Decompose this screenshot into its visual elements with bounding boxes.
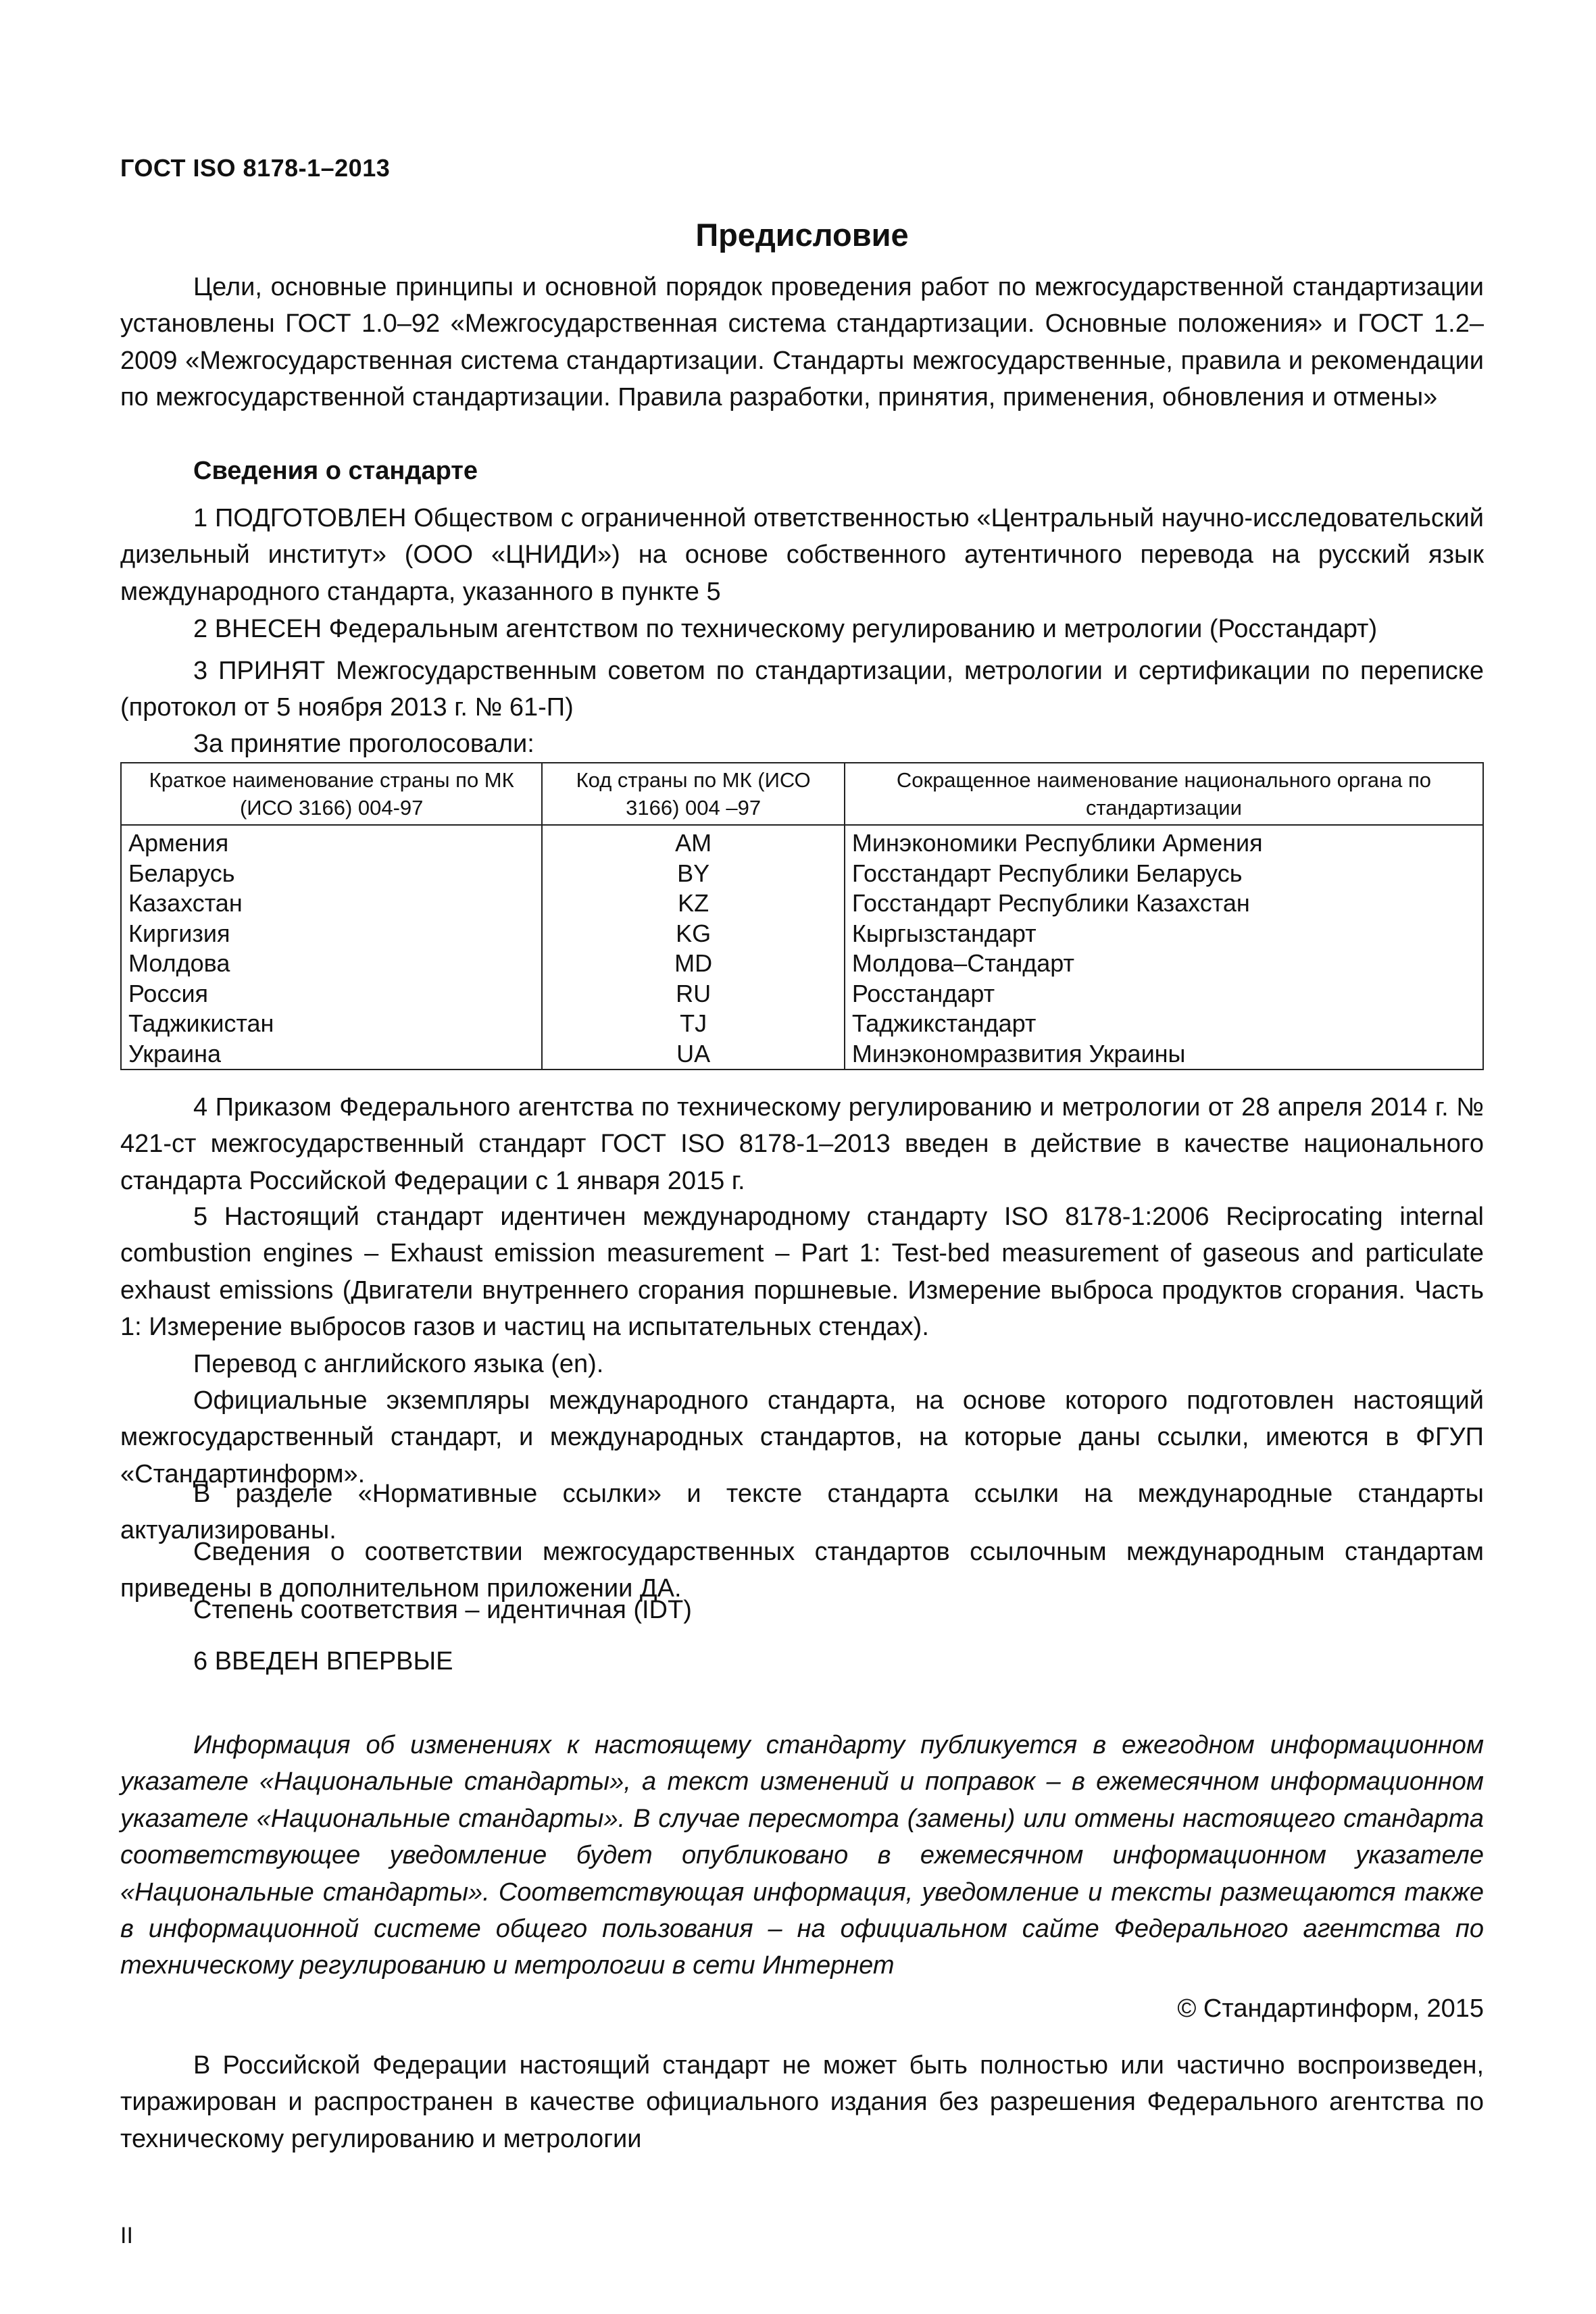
page-number: II: [120, 2223, 133, 2248]
country-cell: Молдова: [121, 949, 542, 979]
country-cell: Беларусь: [121, 859, 542, 889]
body-cell: Госстандарт Республики Беларусь: [845, 859, 1483, 889]
body-cell: Росстандарт: [845, 979, 1483, 1009]
code-cell: RU: [542, 979, 844, 1009]
code-cell: KZ: [542, 888, 844, 919]
reproduction-paragraph: В Российской Федерации настоящий стандарт не может быть полностью или частично воспроизведен, тиражирован и распространен в качестве официального издания без разрешения Федерального агентства по техническому регулированию и метрологии: [120, 2051, 1484, 2153]
official-copies-paragraph: Официальные экземпляры международного стандарта, на основе которого подготовлен настоящий межгосударственный стандарт, и международных стандартов, на которые даны ссылки, имеются в ФГУП «Стандартинформ».: [120, 1386, 1484, 1488]
table-row: [121, 1009, 1483, 1039]
body-cell: Госстандарт Республики Казахстан: [845, 888, 1483, 919]
country-cell: Казахстан: [121, 888, 542, 919]
item-4-paragraph: 4 Приказом Федерального агентства по техническому регулированию и метрологии от 28 апреля 2014 г. № 421-ст межгосударственный стандарт ГОСТ ISO 8178-1–2013 введен в действие в качестве национального стандарта Российской Федерации с 1 января 2015 г.: [120, 1093, 1484, 1195]
votes-table: [120, 762, 1484, 1070]
table-row: [121, 919, 1483, 949]
section-heading: Сведения о стандарте: [193, 457, 478, 485]
intro-paragraph: Цели, основные принципы и основной порядок проведения работ по межгосударственной стандартизации установлены ГОСТ 1.0–92 «Межгосударственная система стандартизации. Основные положения» и ГОСТ 1.2–2009 «Межгосударственная система стандартизации. Стандарты межгосударственные, правила и рекомендации по межгосударственной стандартизации. Правила разработки, принятия, применения, обновления и отмены»: [120, 273, 1484, 412]
column-header-code: Код страны по МК (ИСО 3166) 004 –97: [542, 763, 844, 825]
body-cell: Молдова–Стандарт: [845, 949, 1483, 979]
table-row: [121, 859, 1483, 889]
body-cell: Кыргызстандарт: [845, 919, 1483, 949]
item-3-paragraph: 3 ПРИНЯТ Межгосударственным советом по стандартизации, метрологии и сертификации по переписке (протокол от 5 ноября 2013 г. № 61-П): [120, 657, 1484, 722]
document-header: ГОСТ ISO 8178-1–2013: [120, 154, 391, 182]
code-cell: AM: [542, 825, 844, 859]
country-cell: Украина: [121, 1039, 542, 1070]
conformity-degree-paragraph: Степень соответствия – идентичная (IDT): [193, 1596, 692, 1624]
table-row: [121, 1039, 1483, 1070]
code-cell: UA: [542, 1039, 844, 1070]
table-row: [121, 979, 1483, 1009]
column-header-body: Сокращенное наименование национального органа по стандартизации: [845, 763, 1483, 825]
vote-intro: За принятие проголосовали:: [193, 730, 534, 758]
table-row: [121, 888, 1483, 919]
item-2-paragraph: 2 ВНЕСЕН Федеральным агентством по техническому регулированию и метрологии (Росстандарт): [193, 615, 1378, 643]
code-cell: TJ: [542, 1009, 844, 1039]
item-1-paragraph: 1 ПОДГОТОВЛЕН Обществом с ограниченной ответственностью «Центральный научно-исследовательский дизельный институт» (ООО «ЦНИДИ») на основе собственного аутентичного перевода на русский язык международного стандарта, указанного в пункте 5: [120, 504, 1484, 606]
translation-paragraph: Перевод с английского языка (en).: [193, 1350, 604, 1378]
conformity-info-paragraph: Сведения о соответствии межгосударственных стандартов ссылочным международным стандартам приведены в дополнительном приложении ДА.: [120, 1538, 1484, 1603]
country-cell: Армения: [121, 825, 542, 859]
country-cell: Россия: [121, 979, 542, 1009]
table-header-row: [121, 763, 1483, 825]
copyright-line: © Стандартинформ, 2015: [1177, 1994, 1484, 2023]
body-cell: Минэкономразвития Украины: [845, 1039, 1483, 1070]
column-header-country: Краткое наименование страны по МК (ИСО 3166) 004-97: [121, 763, 542, 825]
table-row: [121, 949, 1483, 979]
code-cell: BY: [542, 859, 844, 889]
page-title: Предисловие: [695, 217, 909, 253]
body-cell: Таджикстандарт: [845, 1009, 1483, 1039]
item-5-paragraph: 5 Настоящий стандарт идентичен международному стандарту ISO 8178-1:2006 Reciprocating internal combustion engines – Exhaust emission measurement – Part 1: Test-bed measurement of gaseous and particulate exhaust emissions (Двигатели внутреннего сгорания поршневые. Измерение выброса продуктов сгорания. Часть 1: Измерение выбросов газов и частиц на испытательных стендах).: [120, 1203, 1484, 1342]
code-cell: KG: [542, 919, 844, 949]
table-row: [121, 825, 1483, 859]
code-cell: MD: [542, 949, 844, 979]
body-cell: Минэкономики Республики Армения: [845, 825, 1483, 859]
country-cell: Киргизия: [121, 919, 542, 949]
item-6-paragraph: 6 ВВЕДЕН ВПЕРВЫЕ: [193, 1647, 453, 1676]
changes-info-paragraph: Информация об изменениях к настоящему стандарту публикуется в ежегодном информационном указателе «Национальные стандарты», а текст изменений и поправок – в ежемесячном информационном указателе «Национальные стандарты». В случае пересмотра (замены) или отмены настоящего стандарта соответствующее уведомление будет опубликовано в ежемесячном информационном указателе «Национальные стандарты». Соответствующая информация, уведомление и тексты размещаются также в информационной системе общего пользования – на официальном сайте Федерального агентства по техническому регулированию и метрологии в сети Интернет: [120, 1731, 1484, 1980]
references-paragraph: В разделе «Нормативные ссылки» и тексте стандарта ссылки на международные стандарты актуализированы.: [120, 1480, 1484, 1545]
country-cell: Таджикистан: [121, 1009, 542, 1039]
